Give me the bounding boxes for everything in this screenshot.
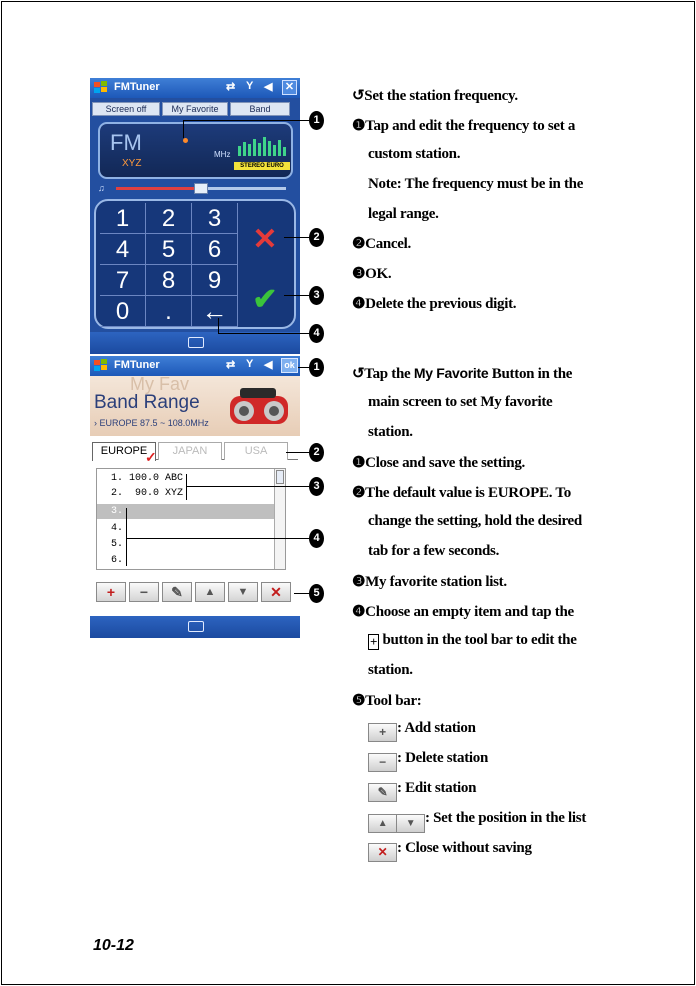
keyboard-icon[interactable] <box>188 621 204 632</box>
scrollbar[interactable] <box>274 469 285 569</box>
frequency-marker-icon <box>183 138 188 143</box>
section2-title-cont2: station. <box>368 424 413 440</box>
number-marker: ❶ <box>352 455 366 471</box>
item-frequency: 90.0 <box>134 488 159 499</box>
text: Set the station frequency. <box>364 88 518 104</box>
ok-button[interactable]: ✔ <box>252 283 278 316</box>
tab-my-favorite[interactable]: My Favorite <box>162 102 228 116</box>
keyboard-icon[interactable] <box>188 337 204 348</box>
text: OK. <box>365 266 392 282</box>
list-item[interactable] <box>97 553 275 568</box>
tab-band[interactable]: Band <box>230 102 290 116</box>
key-dot[interactable]: . <box>146 296 192 327</box>
number-marker: ❺ <box>352 693 366 709</box>
close-icon: ✕ <box>368 843 397 862</box>
volume-fill <box>116 187 196 190</box>
callout-line <box>294 593 309 594</box>
tab-europe[interactable]: EUROPE <box>92 442 156 461</box>
unit-label: MHz <box>214 150 231 159</box>
section1-item1-cont: custom station. <box>368 146 461 162</box>
input-bar <box>90 332 300 354</box>
section2-item2-cont: change the setting, hold the desired <box>368 513 582 529</box>
callout-number: 2 <box>309 443 324 462</box>
callout-number: 1 <box>309 111 324 130</box>
section1-item1 <box>352 116 575 135</box>
input-bar <box>90 616 300 638</box>
key-9[interactable]: 9 <box>192 265 238 296</box>
delete-station-button[interactable]: − <box>129 582 159 602</box>
key-3[interactable]: 3 <box>192 203 238 234</box>
callout-number: 2 <box>309 228 324 247</box>
toolbar-add-desc <box>368 720 476 742</box>
volume-slider[interactable] <box>98 183 293 195</box>
item-number: 5. <box>111 539 124 550</box>
tab-screen-off[interactable]: Screen off <box>92 102 160 116</box>
section1-item4 <box>352 294 516 313</box>
text: : Close without saving <box>397 840 532 856</box>
item-number: 6. <box>111 555 124 566</box>
callout-line <box>218 333 309 334</box>
callout-line <box>126 538 309 539</box>
backspace-button[interactable]: ← <box>192 296 238 327</box>
band-header <box>90 376 300 436</box>
check-icon: ✓ <box>145 449 157 465</box>
delete-icon: − <box>368 753 397 772</box>
callout-line <box>183 120 184 138</box>
item-number: 1. <box>111 473 124 484</box>
close-without-saving-button[interactable]: ✕ <box>261 582 291 602</box>
key-2[interactable]: 2 <box>146 203 192 234</box>
tab-japan[interactable]: JAPAN <box>158 442 222 460</box>
add-station-button[interactable]: + <box>96 582 126 602</box>
text: My favorite station list. <box>365 574 507 590</box>
key-6[interactable]: 6 <box>192 234 238 265</box>
text: : Edit station <box>397 780 477 796</box>
volume-icon[interactable]: ◀ <box>264 81 273 93</box>
title-bar-2 <box>90 356 300 376</box>
callout-number: 3 <box>309 286 324 305</box>
callout-number: 1 <box>309 358 324 377</box>
connectivity-icon[interactable]: ⇄ <box>226 359 236 371</box>
callout-number: 4 <box>309 529 324 548</box>
section1-note-cont: legal range. <box>368 206 439 222</box>
volume-icon[interactable]: ◀ <box>264 359 273 371</box>
stereo-indicator: STEREO EURO <box>234 162 290 170</box>
page-number: 10-12 <box>93 937 134 954</box>
section2-item1 <box>352 453 525 472</box>
title-bar <box>90 78 300 98</box>
section2-item4-cont2: station. <box>368 662 413 678</box>
move-up-button[interactable]: ▲ <box>195 582 225 602</box>
text: Choose an empty item and tap the <box>365 604 574 620</box>
header-watermark: My Fav <box>130 374 190 394</box>
callout-line <box>186 486 309 487</box>
region-tabs <box>92 442 298 465</box>
station-name: XYZ <box>122 158 142 169</box>
text: Cancel. <box>365 236 411 252</box>
refresh-icon: ↺ <box>352 366 365 382</box>
band-label: FM <box>110 130 142 155</box>
text: button in the tool bar to edit the <box>379 632 577 648</box>
callout-line <box>126 508 127 566</box>
frequency-display[interactable] <box>98 122 293 179</box>
signal-icon[interactable]: Y <box>246 358 254 370</box>
section2-title-cont: main screen to set My favorite <box>368 394 553 410</box>
key-1[interactable]: 1 <box>100 203 146 234</box>
number-marker: ❹ <box>352 604 366 620</box>
section1-item2 <box>352 234 411 253</box>
text: Close and save the setting. <box>365 455 525 471</box>
callout-line <box>284 237 309 238</box>
spectrum-icon <box>236 134 290 156</box>
ok-save-button[interactable]: ok <box>281 358 298 373</box>
text: The default value is EUROPE. To <box>365 485 571 501</box>
text: Tool bar: <box>365 693 422 709</box>
tab-usa[interactable]: USA <box>224 442 288 460</box>
text: Tap the <box>364 366 414 382</box>
number-marker: ❶ <box>352 118 366 134</box>
refresh-icon: ↺ <box>352 88 365 104</box>
app-title: FMTuner <box>114 359 160 371</box>
item-name: XYZ <box>165 488 184 499</box>
section1-item3 <box>352 264 391 283</box>
section2-item5 <box>352 691 422 710</box>
list-item[interactable] <box>97 537 275 552</box>
key-0[interactable]: 0 <box>100 296 146 327</box>
number-marker: ❷ <box>352 485 366 501</box>
text: : Delete station <box>397 750 489 766</box>
plus-box-icon: + <box>369 634 378 649</box>
callout-line <box>298 367 309 368</box>
callout-number: 3 <box>309 477 324 496</box>
band-range-title: Band Range <box>94 392 200 413</box>
section2-item4-cont <box>368 632 577 650</box>
list-item-selected[interactable] <box>97 504 275 519</box>
cancel-button[interactable]: ✕ <box>252 223 278 256</box>
item-number: 4. <box>111 523 124 534</box>
radio-icon <box>226 384 292 428</box>
toolbar-delete-desc <box>368 750 488 772</box>
connectivity-icon[interactable]: ⇄ <box>226 81 236 93</box>
callout-line <box>284 295 309 296</box>
section2-item2-cont2: tab for a few seconds. <box>368 543 500 559</box>
section2-item2 <box>352 483 571 502</box>
toolbar-edit-desc <box>368 780 476 802</box>
section2-item4 <box>352 602 574 621</box>
callout-line <box>183 120 309 121</box>
key-5[interactable]: 5 <box>146 234 192 265</box>
text: : Add station <box>397 720 476 736</box>
section1-note: Note: The frequency must be in the <box>368 176 584 192</box>
mode-tabs <box>90 102 300 116</box>
callout-number: 4 <box>309 324 324 343</box>
text: Button in the <box>488 366 573 382</box>
list-item[interactable] <box>97 521 275 536</box>
section2-item3 <box>352 572 507 591</box>
edit-station-button[interactable]: ✎ <box>162 582 192 602</box>
key-4[interactable]: 4 <box>100 234 146 265</box>
toolbar-close-desc <box>368 840 532 862</box>
band-range-value: › EUROPE 87.5 ~ 108.0MHz <box>94 418 209 428</box>
key-8[interactable]: 8 <box>146 265 192 296</box>
down-arrow-icon: ▼ <box>396 814 425 833</box>
up-arrow-icon: ▲ <box>368 814 397 833</box>
text: Delete the previous digit. <box>365 296 517 312</box>
callout-line <box>286 452 309 453</box>
text: : Set the position in the list <box>425 810 587 826</box>
windows-start-icon[interactable] <box>93 359 109 373</box>
station-toolbar <box>96 582 294 604</box>
add-icon: + <box>368 723 397 742</box>
toolbar-position-desc <box>368 810 586 833</box>
move-down-button[interactable]: ▼ <box>228 582 258 602</box>
number-marker: ❹ <box>352 296 366 312</box>
app-title: FMTuner <box>114 81 160 93</box>
key-7[interactable]: 7 <box>100 265 146 296</box>
number-marker: ❸ <box>352 266 366 282</box>
signal-icon[interactable]: Y <box>246 80 254 92</box>
item-frequency: 100.0 <box>128 473 159 484</box>
section2-title <box>352 364 572 383</box>
item-name: ABC <box>165 473 184 484</box>
volume-knob[interactable] <box>194 183 208 194</box>
item-number: 2. <box>111 488 124 499</box>
scrollbar-thumb[interactable] <box>276 470 284 484</box>
favorite-setting-screen <box>90 356 300 638</box>
number-marker: ❸ <box>352 574 366 590</box>
item-number: 3. <box>111 506 124 517</box>
windows-start-icon[interactable] <box>93 81 109 95</box>
text: Tap and edit the frequency to set a <box>365 118 576 134</box>
edit-icon: ✎ <box>368 783 397 802</box>
callout-line <box>186 474 187 500</box>
section1-title <box>352 86 518 105</box>
close-button[interactable]: ✕ <box>282 80 297 95</box>
number-marker: ❷ <box>352 236 366 252</box>
text: My Favorite <box>413 365 489 381</box>
favorite-station-list <box>96 468 286 570</box>
headphone-icon: ♫ <box>98 183 105 193</box>
callout-number: 5 <box>309 584 324 603</box>
keypad <box>94 199 296 329</box>
callout-line <box>218 318 219 333</box>
